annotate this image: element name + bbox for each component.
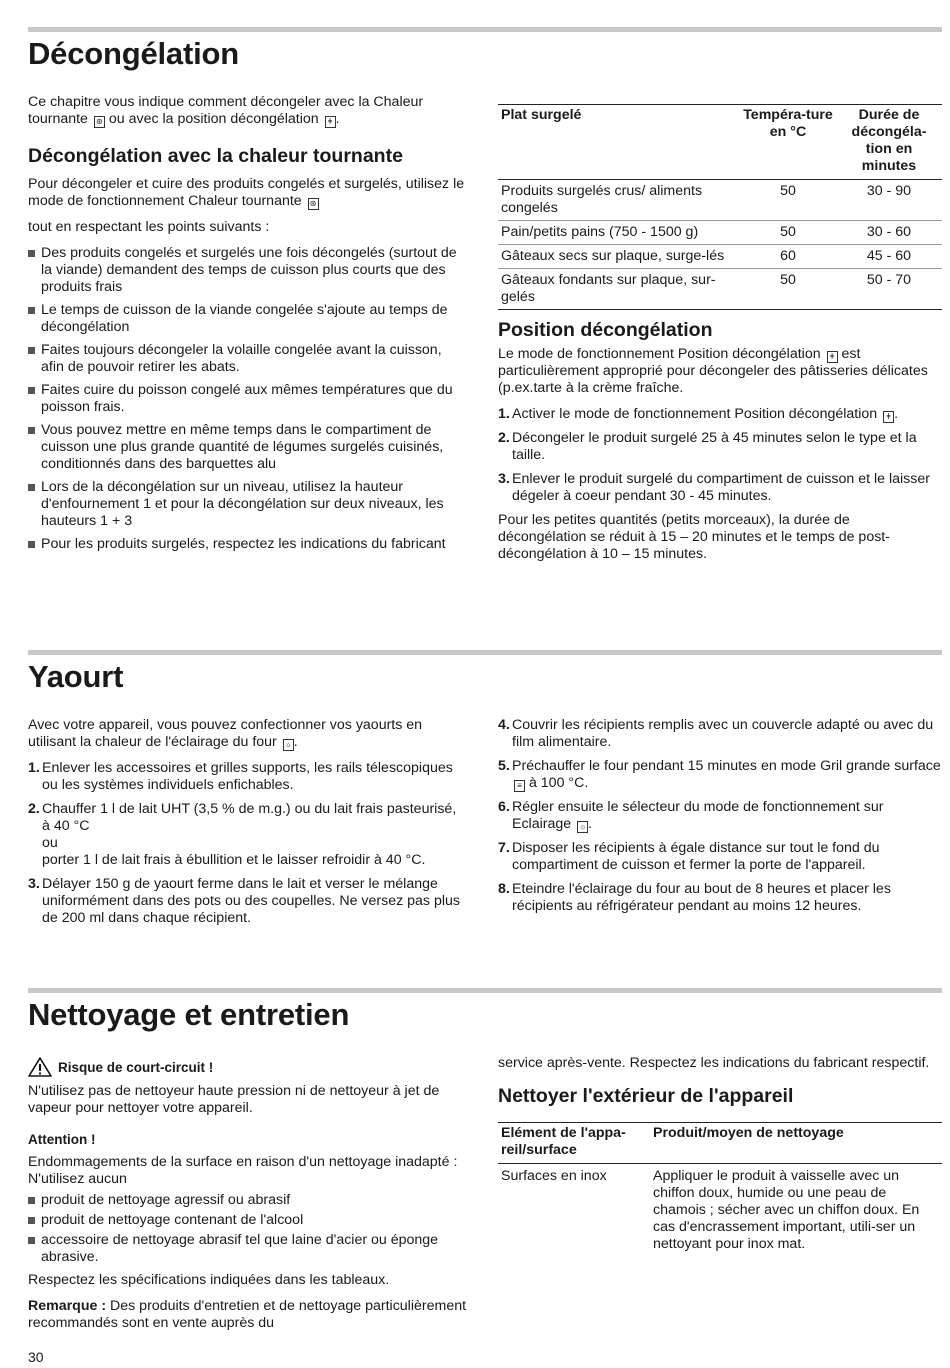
step-text-end: à 100 °C. bbox=[528, 775, 589, 791]
list-item: Faites cuire du poisson congelé aux mêmes températures que du poisson frais. bbox=[28, 382, 468, 416]
paragraph-chaleur bbox=[28, 176, 468, 210]
defrost-icon: ǂ bbox=[883, 411, 894, 423]
steps-position bbox=[498, 406, 942, 505]
step-number: 4. bbox=[498, 717, 510, 733]
left-column-3 bbox=[28, 1057, 468, 1341]
step-text: Décongeler le produit surgelé 25 à 45 minutes selon le type et la taille. bbox=[512, 430, 917, 463]
step-number: 7. bbox=[498, 840, 510, 856]
intro-text-c: . bbox=[335, 111, 340, 127]
step-text-end: . bbox=[588, 816, 593, 832]
table-cell: 30 - 90 bbox=[866, 183, 912, 199]
warning-heading bbox=[28, 1057, 468, 1077]
table-cell: Gâteaux fondants sur plaque, sur-gelés bbox=[501, 272, 716, 305]
table-cell: Surfaces en inox bbox=[501, 1168, 607, 1184]
step-text: Enlever les accessoires et grilles supports, les rails télescopiques ou les systèmes individuels enfichables. bbox=[42, 760, 453, 793]
subsection-title-chaleur-tournante: Décongélation avec la chaleur tournante bbox=[28, 145, 403, 167]
table-cell: 30 - 60 bbox=[866, 224, 912, 240]
defrost-icon: ǂ bbox=[325, 116, 336, 128]
attention-text: Endommagements de la surface en raison d'un nettoyage inadapté : N'utilisez aucun bbox=[28, 1154, 458, 1187]
warning-triangle-icon bbox=[28, 1057, 52, 1077]
yaourt-intro-text: Avec votre appareil, vous pouvez confectionner vos yaourts en utilisant la chaleur de l'éclairage du four bbox=[28, 717, 423, 750]
yaourt-steps-right bbox=[498, 717, 942, 915]
step-text-or: ou bbox=[42, 835, 58, 851]
table-cell: 50 - 70 bbox=[866, 272, 912, 288]
step-number: 1. bbox=[498, 406, 510, 422]
table-row bbox=[498, 269, 942, 310]
step-number: 2. bbox=[498, 430, 510, 446]
bullet-list-tips bbox=[28, 245, 468, 553]
table-header: Tempéra-ture en °C bbox=[743, 107, 833, 140]
table-cell: 50 bbox=[780, 224, 796, 240]
step-text: Couvrir les récipients remplis avec un couvercle adapté ou avec du film alimentaire. bbox=[512, 717, 934, 750]
table-header: Durée de décongéla-tion en minutes bbox=[851, 107, 927, 174]
section-title-decongelation: Décongélation bbox=[28, 36, 239, 71]
list-item bbox=[498, 430, 942, 464]
table-cell: 50 bbox=[780, 272, 796, 288]
remark-text: Des produits d'entretien et de nettoyage particulièrement recommandés sont en vente auprès du bbox=[28, 1298, 467, 1331]
yaourt-steps-left bbox=[28, 760, 468, 927]
table-header: Elément de l'appa-reil/surface bbox=[501, 1125, 626, 1158]
list-item: Le temps de cuisson de la viande congelée s'ajoute au temps de décongélation bbox=[28, 302, 468, 336]
step-number: 3. bbox=[28, 876, 40, 892]
defrost-table bbox=[498, 104, 942, 310]
list-item: Faites toujours décongeler la volaille congelée avant la cuisson, afin de pouvoir retirer les abats. bbox=[28, 342, 468, 376]
table-cell: 45 - 60 bbox=[866, 248, 912, 264]
table-row bbox=[498, 245, 942, 269]
table-cell: Pain/petits pains (750 - 1500 g) bbox=[501, 224, 699, 240]
list-item bbox=[498, 471, 942, 505]
table-row bbox=[498, 221, 942, 245]
list-item bbox=[498, 717, 942, 751]
paragraph-small-quantities: Pour les petites quantités (petits morceaux), la durée de décongélation se réduit à 15 – 20 minutes et le temps de post-décongélation à 10 – 15 minutes. bbox=[498, 512, 890, 562]
paragraph-chaleur-text: Pour décongeler et cuire des produits congelés et surgelés, utilisez le mode de fonctionnement Chaleur tournante bbox=[28, 176, 465, 209]
list-item bbox=[498, 406, 942, 423]
intro-text-a: Ce chapitre vous indique comment décongeler avec la Chaleur tournante bbox=[28, 94, 424, 127]
paragraph-position-text-a: Le mode de fonctionnement Position décongélation bbox=[498, 346, 821, 362]
table-header: Produit/moyen de nettoyage bbox=[653, 1125, 844, 1141]
list-item: accessoire de nettoyage abrasif tel que laine d'acier ou éponge abrasive. bbox=[28, 1232, 468, 1266]
intro-text-b: ou avec la position décongélation bbox=[108, 111, 319, 127]
list-item bbox=[28, 801, 468, 869]
step-text: Préchauffer le four pendant 15 minutes en mode Gril grande surface bbox=[512, 758, 941, 774]
table-cell: Gâteaux secs sur plaque, surge-lés bbox=[501, 248, 725, 264]
table-header-row bbox=[498, 1123, 942, 1164]
section-rule-1 bbox=[28, 27, 942, 32]
bullet-list-cleaning bbox=[28, 1192, 468, 1266]
yaourt-intro bbox=[28, 717, 468, 751]
fan-icon: ⊛ bbox=[308, 198, 319, 210]
list-item: Pour les produits surgelés, respectez les indications du fabricant bbox=[28, 536, 468, 553]
step-number: 5. bbox=[498, 758, 510, 774]
list-item: produit de nettoyage agressif ou abrasif bbox=[28, 1192, 468, 1209]
step-text: Activer le mode de fonctionnement Position décongélation bbox=[512, 406, 878, 422]
intro-paragraph bbox=[28, 94, 468, 128]
step-number: 3. bbox=[498, 471, 510, 487]
subsection-title-position-decongelation: Position décongélation bbox=[498, 319, 713, 341]
subsection-title-exterieur: Nettoyer l'extérieur de l'appareil bbox=[498, 1085, 794, 1107]
list-item bbox=[498, 799, 942, 833]
remark-paragraph bbox=[28, 1298, 468, 1332]
table-cell: Produits surgelés crus/ aliments congelés bbox=[501, 183, 703, 216]
section-rule-2 bbox=[28, 650, 942, 655]
attention-title: Attention ! bbox=[28, 1132, 96, 1147]
left-column-2 bbox=[28, 717, 468, 934]
table-row bbox=[498, 180, 942, 221]
cleaning-table bbox=[498, 1122, 942, 1256]
section-rule-3 bbox=[28, 988, 942, 993]
right-column-1 bbox=[498, 104, 942, 572]
step-text: Enlever le produit surgelé du compartiment de cuisson et le laisser dégeler à coeur pendant 30 - 45 minutes. bbox=[512, 471, 930, 504]
step-number: 8. bbox=[498, 881, 510, 897]
lamp-icon: ☼ bbox=[284, 740, 292, 749]
list-item: Vous pouvez mettre en même temps dans le compartiment de cuisson une plus grande quantité de légumes surgelés cuisinés, conditionnés dans des barquettes alu bbox=[28, 422, 468, 473]
right-column-2 bbox=[498, 717, 942, 922]
section-title-nettoyage: Nettoyage et entretien bbox=[28, 997, 350, 1032]
step-number: 6. bbox=[498, 799, 510, 815]
fan-icon: ⊛ bbox=[94, 116, 105, 128]
step-text: Chauffer 1 l de lait UHT (3,5 % de m.g.) ou du lait frais pasteurisé, à 40 °C bbox=[42, 801, 457, 834]
respect-text: Respectez les spécifications indiquées dans les tableaux. bbox=[28, 1272, 390, 1288]
remark-label: Remarque : bbox=[28, 1298, 107, 1314]
left-column-1 bbox=[28, 94, 468, 559]
warning-text: N'utilisez pas de nettoyeur haute pression ni de nettoyeur à jet de vapeur pour nettoyer votre appareil. bbox=[28, 1083, 440, 1116]
section-title-yaourt: Yaourt bbox=[28, 659, 124, 694]
yaourt-intro-end: . bbox=[293, 734, 298, 750]
page-number: 30 bbox=[28, 1349, 44, 1365]
step-text: Disposer les récipients à égale distance sur tout le fond du compartiment de cuisson et fermer la porte de l'appareil. bbox=[512, 840, 880, 873]
table-header-row bbox=[498, 105, 942, 180]
list-item: Lors de la décongélation sur un niveau, utilisez la hauteur d'enfournement 1 et pour la décongélation sur deux niveaux, les hauteurs 1 + 3 bbox=[28, 479, 468, 530]
step-text-end: . bbox=[894, 406, 899, 422]
table-row bbox=[498, 1164, 942, 1257]
paragraph-position-text-b: est particulièrement approprié pour décongeler des pâtisseries délicates (p.ex.tarte à la crème fraîche. bbox=[498, 346, 928, 396]
warning-title: Risque de court-circuit ! bbox=[58, 1059, 214, 1075]
step-number: 2. bbox=[28, 801, 40, 817]
paragraph-position bbox=[498, 346, 942, 397]
step-text: Eteindre l'éclairage du four au bout de 8 heures et placer les récipients au réfrigérateur pendant au moins 12 heures. bbox=[512, 881, 891, 914]
step-number: 1. bbox=[28, 760, 40, 776]
paragraph-points: tout en respectant les points suivants : bbox=[28, 219, 270, 235]
list-item bbox=[28, 760, 468, 794]
table-cell: 60 bbox=[780, 248, 796, 264]
list-item bbox=[498, 758, 942, 792]
step-text: Délayer 150 g de yaourt ferme dans le lait et verser le mélange uniformément dans des pots ou des coupelles. Ne versez pas plus de 200 ml dans chaque récipient. bbox=[42, 876, 460, 926]
step-text-alt: porter 1 l de lait frais à ébullition et le laisser refroidir à 40 °C. bbox=[42, 852, 426, 868]
grill-icon: ≡ bbox=[514, 780, 525, 792]
list-item bbox=[498, 881, 942, 915]
defrost-icon: ǂ bbox=[827, 351, 838, 363]
step-text: Régler ensuite le sélecteur du mode de fonctionnement sur Eclairage bbox=[512, 799, 884, 832]
remark-continued: service après-vente. Respectez les indications du fabricant respectif. bbox=[498, 1055, 930, 1071]
list-item bbox=[498, 840, 942, 874]
list-item: Des produits congelés et surgelés une fois décongelés (surtout de la viande) demandent des temps de cuisson plus courts que des produits frais bbox=[28, 245, 468, 296]
table-header: Plat surgelé bbox=[501, 107, 582, 123]
table-cell: 50 bbox=[780, 183, 796, 199]
lamp-icon: ☼ bbox=[578, 822, 587, 831]
right-column-3 bbox=[498, 1055, 942, 1256]
table-cell: Appliquer le produit à vaisselle avec un chiffon doux, humide ou une peau de chamois ; sécher avec un chiffon doux. En cas d'encrassement important, utili-ser un nettoyant pour inox mat. bbox=[653, 1168, 920, 1252]
list-item: produit de nettoyage contenant de l'alcool bbox=[28, 1212, 468, 1229]
list-item bbox=[28, 876, 468, 927]
